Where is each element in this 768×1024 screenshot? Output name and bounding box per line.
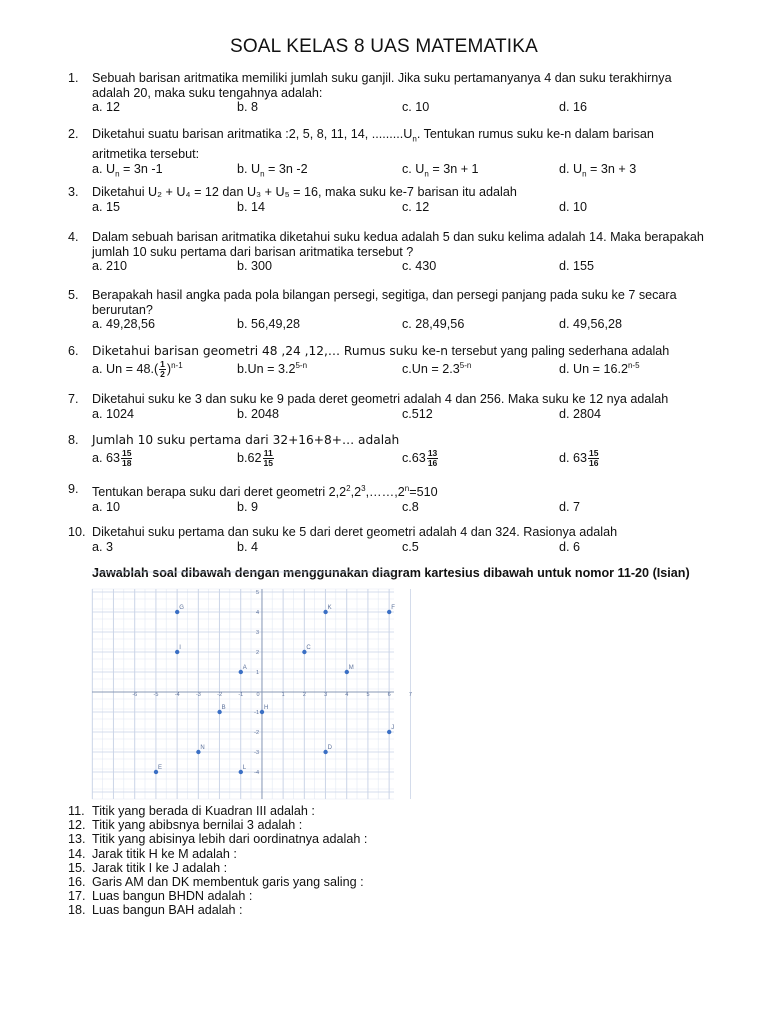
- x-tick-label: 6: [387, 692, 391, 698]
- options: [92, 317, 708, 332]
- x-tick-label: 3: [324, 692, 328, 698]
- question-number: 17.: [68, 889, 86, 904]
- option-b: b. 9: [237, 499, 259, 514]
- y-tick-label: 1: [255, 670, 259, 676]
- option-c: c.512: [402, 406, 433, 421]
- y-tick-label: 3: [255, 630, 259, 636]
- option-b: b. 300: [237, 259, 273, 273]
- y-tick-label: 5: [255, 590, 259, 596]
- options: [92, 358, 708, 379]
- question-8: [68, 433, 708, 471]
- options: [92, 407, 708, 422]
- point-label-d: D: [327, 745, 332, 751]
- option-a: a. 63 $\frac{15}{18}$: [92, 447, 132, 468]
- option-b: b.62 $\frac{11}{15}$: [237, 447, 273, 468]
- point-label-c: C: [306, 645, 311, 651]
- question-text: Diketahui suatu barisan aritmatika :2, 5, 8, 11, 14, $.........U_n$. Tentukan rumus suku ke-n dalam barisan aritmetika tersebut:: [92, 127, 654, 162]
- point-label-l: L: [242, 765, 247, 771]
- question-number: 13.: [68, 832, 86, 847]
- question-text: Titik yang abisinya lebih dari oordinatnya adalah :: [92, 832, 368, 847]
- tail-question-14: [68, 847, 708, 861]
- question-text: Diketahui barisan geometri 48 ,24 ,12,… Rumus suku ke-n tersebut yang paling sederhana adalah: [92, 344, 670, 358]
- x-tick-label: -2: [217, 692, 223, 698]
- x-tick-label: 1: [281, 692, 285, 698]
- x-tick-label: 7: [408, 692, 412, 698]
- option-c: c.63 $\frac{13}{16}$: [402, 447, 438, 468]
- question-text: Diketahui suku pertama dan suku ke 5 dari deret geometri adalah 4 dan 324. Rasionya adalah: [92, 525, 618, 539]
- option-c: c. $U_n = 3n + 1$: [402, 161, 479, 179]
- question-number: 7.: [68, 392, 79, 406]
- question-number: 14.: [68, 846, 86, 861]
- question-number: 16.: [68, 874, 86, 889]
- question-number: 11.: [68, 804, 85, 818]
- point-label-h: H: [264, 705, 269, 711]
- question-5: [68, 288, 708, 332]
- x-tick-label: 2: [302, 692, 306, 698]
- point-label-n: N: [200, 745, 205, 751]
- point-label-a: A: [242, 665, 247, 671]
- point-label-m: M: [348, 665, 354, 671]
- question-number: 5.: [68, 288, 79, 302]
- question-7: [68, 392, 708, 422]
- option-b: b. 4: [237, 539, 259, 554]
- question-text: Garis AM dan DK membentuk garis yang saling :: [92, 874, 364, 889]
- question-text: Tentukan berapa suku dari deret geometri $2,2^2,2^3,\dots\dots,2^n=510$: [92, 484, 438, 500]
- option-d: d. $Un = 16.2^{n-5}$: [559, 360, 640, 376]
- question-text: Jumlah 10 suku pertama dari 32+16+8+… adalah: [92, 433, 400, 447]
- instruction-text: Jawablah soal dibawah dengan menggunakan diagram kartesius dibawah untuk nomor 11-20 (Isian): [92, 566, 690, 580]
- point-label-i: I: [179, 645, 181, 651]
- tail-question-16: [68, 875, 708, 889]
- option-b: b. 2048: [237, 406, 280, 421]
- options: [92, 540, 708, 555]
- question-text: Sebuah barisan aritmatika memiliki jumlah suku ganjil. Jika suku pertamanyanya 4 dan suku terakhirnya adalah 20, maka suku tengahnya adalah:: [92, 71, 672, 100]
- options: [92, 500, 708, 515]
- option-c: c. 10: [402, 100, 430, 114]
- question-number: 12.: [68, 818, 86, 833]
- question-text: Diketahui U₂ + U₄ = 12 dan U₃ + U₅ = 16, maka suku ke-7 barisan itu adalah: [92, 185, 517, 199]
- tail-question-18: [68, 903, 708, 917]
- option-d: d. 16: [559, 100, 588, 114]
- option-a: a. 49,28,56: [92, 317, 156, 331]
- option-d: d. 155: [559, 259, 595, 273]
- tail-question-15: [68, 861, 708, 875]
- question-text: Jarak titik H ke M adalah :: [92, 846, 237, 861]
- option-b: $b.Un = 3.2^{5-n}$: [237, 360, 308, 376]
- question-number: 9.: [68, 482, 79, 496]
- question-2: [68, 127, 708, 177]
- option-d: d. 63 $\frac{15}{16}$: [559, 447, 599, 468]
- option-b: b. 14: [237, 199, 266, 214]
- option-c: $c.Un = 2.3^{5-n}$: [402, 360, 472, 376]
- x-tick-label: -6: [132, 692, 138, 698]
- option-c: c. 430: [402, 259, 437, 273]
- question-text: Titik yang abibsnya bernilai 3 adalah :: [92, 818, 303, 833]
- option-c: c.8: [402, 499, 419, 514]
- x-tick-label: 0: [256, 692, 260, 698]
- options: [92, 100, 708, 115]
- option-a: a. 210: [92, 259, 128, 273]
- point-label-f: F: [391, 605, 395, 611]
- question-3: [68, 185, 708, 215]
- option-d: d. 49,56,28: [559, 317, 623, 331]
- question-number: 3.: [68, 185, 79, 199]
- question-number: 6.: [68, 344, 79, 358]
- question-number: 18.: [68, 903, 86, 918]
- options: [92, 449, 708, 471]
- y-tick-label: -1: [254, 710, 259, 716]
- options: [92, 162, 708, 177]
- question-1: [68, 71, 708, 115]
- options: [92, 259, 708, 274]
- question-9: [68, 482, 708, 515]
- x-tick-label: -3: [195, 692, 201, 698]
- x-tick-label: -4: [174, 692, 180, 698]
- option-c: c. 28,49,56: [402, 317, 465, 331]
- page-title: SOAL KELAS 8 UAS MATEMATIKA: [229, 36, 539, 57]
- point-label-g: G: [179, 605, 184, 611]
- option-b: b. $U_n = 3n$ -2: [237, 161, 308, 179]
- option-a: a. 15: [92, 199, 121, 214]
- tail-question-13: [68, 832, 708, 846]
- question-text: Diketahui suku ke 3 dan suku ke 9 pada deret geometri adalah 4 dan 256. Maka suku ke 12 nya adalah: [92, 392, 669, 406]
- fill-in-questions: [68, 804, 708, 918]
- point-label-e: E: [158, 765, 163, 771]
- option-d: d. 2804: [559, 406, 602, 421]
- tail-question-11: [68, 804, 708, 818]
- question-number: 2.: [68, 127, 79, 141]
- y-tick-label: -3: [254, 750, 259, 756]
- option-d: d. 6: [559, 539, 581, 554]
- option-b: b. 8: [237, 100, 259, 114]
- question-text: Titik yang berada di Kuadran III adalah :: [92, 804, 315, 818]
- x-tick-label: -1: [238, 692, 244, 698]
- option-a: a. 12: [92, 100, 121, 114]
- option-a: a. $U_n = 3n$ -1: [92, 161, 163, 179]
- option-b: b. 56,49,28: [237, 317, 301, 331]
- cartesian-plot: [92, 589, 412, 799]
- option-a: a. 10: [92, 499, 121, 514]
- question-number: 4.: [68, 230, 79, 244]
- option-c: c.5: [402, 539, 419, 554]
- point-label-b: B: [221, 705, 226, 711]
- option-a: a. Un = 48.( $\frac{1}{2}$ )$^{n-1}$: [92, 358, 183, 379]
- question-6: [68, 344, 708, 379]
- option-a: a. 1024: [92, 406, 135, 421]
- question-text: Luas bangun BAH adalah :: [92, 903, 243, 918]
- question-text: Jarak titik I ke J adalah :: [92, 860, 228, 875]
- point-label-j: J: [391, 725, 395, 731]
- tail-question-17: [68, 889, 708, 903]
- option-d: d. 10: [559, 199, 588, 214]
- cartesian-diagram: [92, 589, 412, 799]
- x-tick-label: -5: [153, 692, 159, 698]
- question-text: Berapakah hasil angka pada pola bilangan persegi, segitiga, dan persegi panjang pada suku ke 7 secara berurutan?: [92, 288, 677, 317]
- y-tick-label: -2: [254, 730, 259, 736]
- question-number: 10.: [68, 525, 86, 539]
- question-number: 1.: [68, 71, 79, 85]
- tail-question-12: [68, 818, 708, 832]
- option-d: d. $U_n = 3n + 3$: [559, 161, 637, 179]
- x-tick-label: 4: [345, 692, 349, 698]
- x-tick-label: 5: [366, 692, 370, 698]
- question-text: Dalam sebuah barisan aritmatika diketahui suku kedua adalah 5 dan suku kelima adalah 14. Maka berapakah jumlah 10 suku pertama dari barisan aritmatika tersebut ?: [92, 230, 704, 259]
- question-number: 15.: [68, 860, 86, 875]
- point-label-k: K: [327, 605, 332, 611]
- question-10: [68, 525, 708, 555]
- question-4: [68, 230, 708, 274]
- question-text: Luas bangun BHDN adalah :: [92, 889, 253, 904]
- question-number: 8.: [68, 433, 79, 447]
- options: [92, 200, 708, 215]
- option-d: d. 7: [559, 499, 581, 514]
- option-c: c. 12: [402, 199, 430, 214]
- y-tick-label: -4: [254, 770, 259, 776]
- option-a: a. 3: [92, 539, 114, 554]
- y-tick-label: 2: [255, 650, 259, 656]
- y-tick-label: 4: [255, 610, 259, 616]
